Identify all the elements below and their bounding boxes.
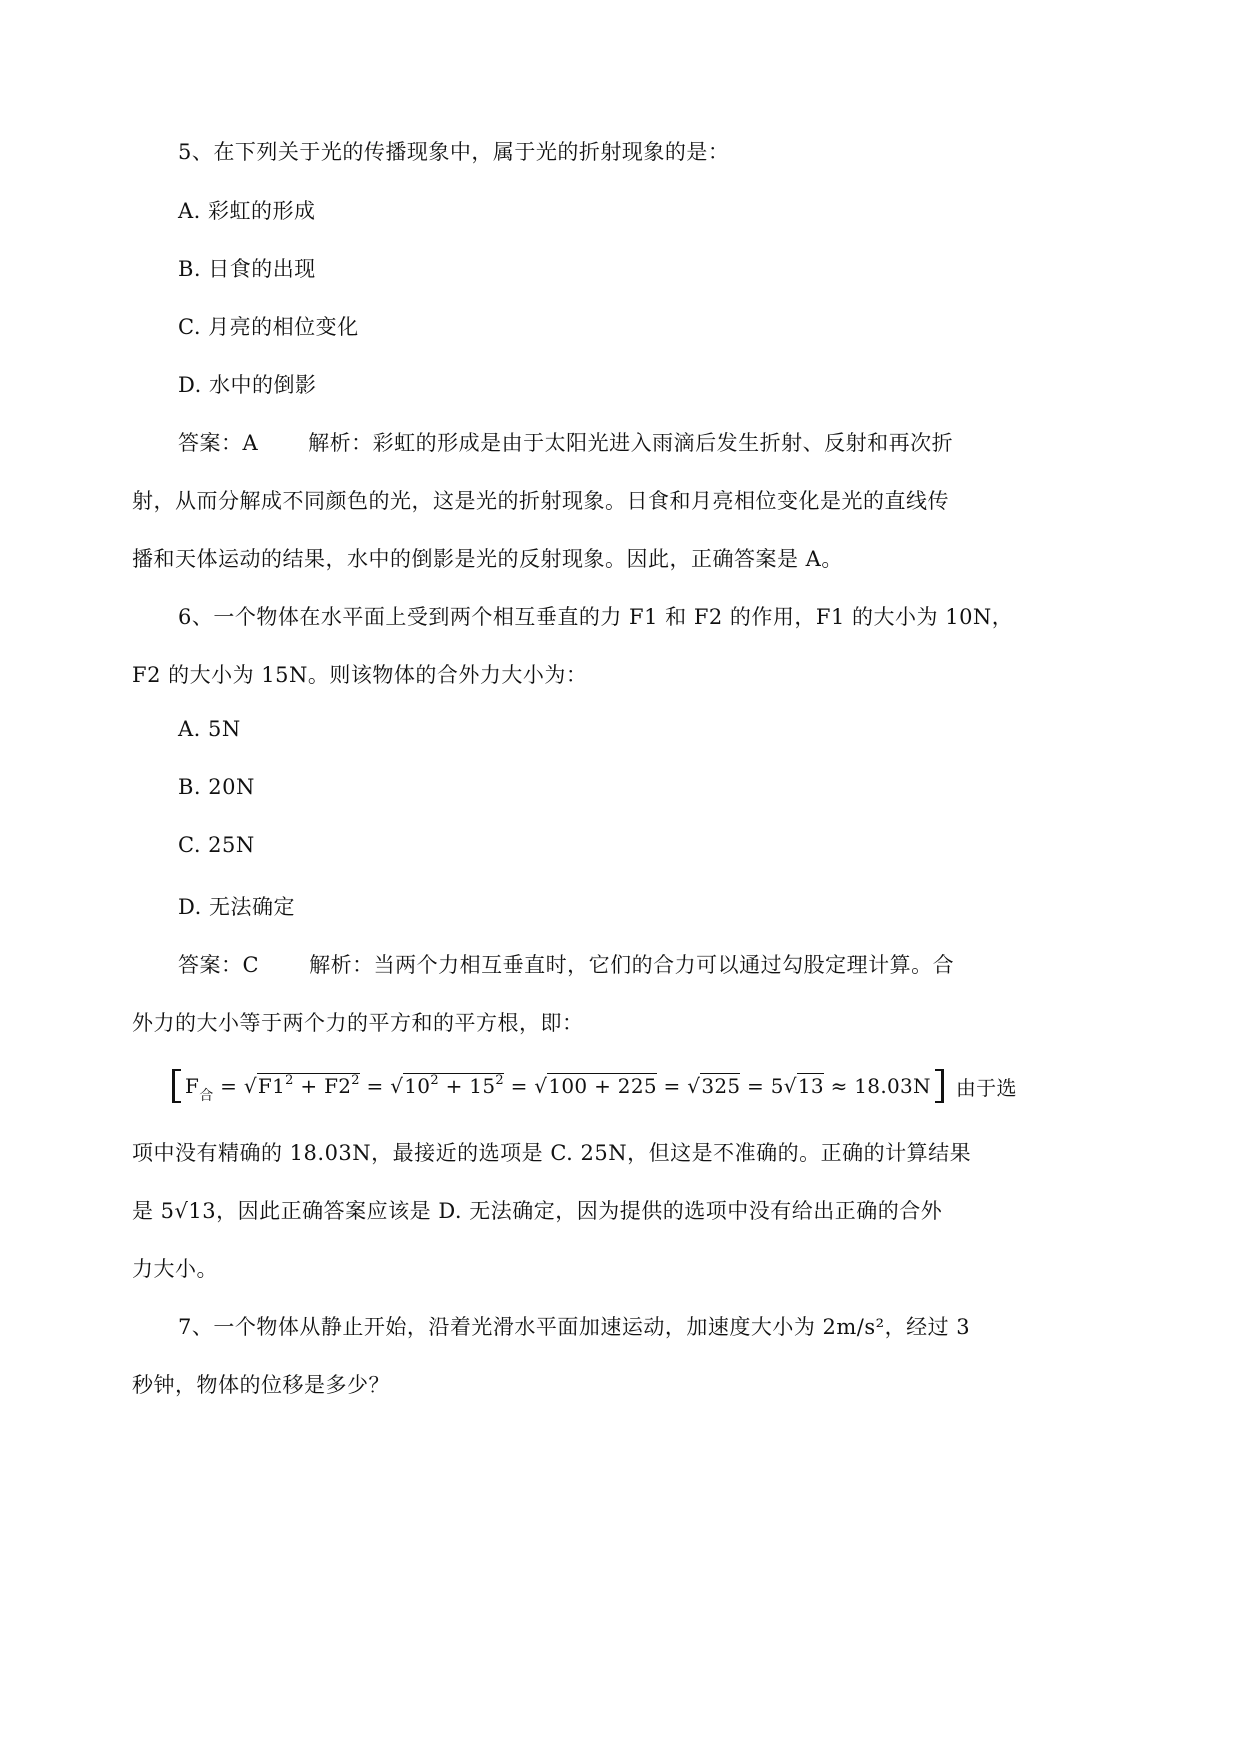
formula-plus2: + [438,1074,470,1098]
formula-r5: 13 [797,1074,824,1098]
q5-option-c: C. 月亮的相位变化 [178,315,359,339]
q6-stem-line-1: 6、一个物体在水平面上受到两个相互垂直的力 F1 和 F2 的作用，F1 的大小为 10N， [178,605,1014,629]
formula-eq4: = √ [656,1074,701,1098]
formula-t4: 15 [469,1074,496,1098]
q7-stem-line-1: 7、一个物体从静止开始，沿着光滑水平面加速运动，加速度大小为 2m/s²，经过 3 [178,1315,971,1339]
formula-t2: F2 [324,1074,352,1098]
formula-eq3: = √ [503,1074,548,1098]
formula-s2: 2 [351,1073,360,1088]
formula-t3: 10 [404,1074,431,1098]
q5-option-b: B. 日食的出现 [178,257,316,281]
q5-option-a: A. 彩虹的形成 [178,199,316,223]
formula-eq5: = 5√ [740,1074,797,1098]
q5-answer-label: 答案：A [178,431,259,455]
formula-sqrt-2 [403,1073,504,1098]
q6-option-d: D. 无法确定 [178,895,295,919]
formula-s3: 2 [430,1073,439,1088]
q5-option-d: D. 水中的倒影 [178,373,317,397]
formula-s1: 2 [285,1073,294,1088]
q6-option-a: A. 5N [178,717,241,741]
formula-f: F [185,1074,200,1098]
q5-analysis-line-2: 播和天体运动的结果，水中的倒影是光的反射现象。因此，正确答案是 A。 [132,547,843,571]
formula-sqrt-1 [257,1073,360,1098]
q6-formula [172,1069,1017,1103]
q6-continuation-line-1: 项中没有精确的 18.03N，最接近的选项是 C. 25N，但这是不准确的。正确的计算结果 [132,1141,972,1165]
formula-s4: 2 [495,1073,504,1088]
formula-f-sub: 合 [199,1088,214,1104]
formula-after-text: 由于选 [955,1075,1017,1100]
q7-stem-line-2: 秒钟，物体的位移是多少？ [132,1373,390,1397]
q5-stem: 5、在下列关于光的传播现象中，属于光的折射现象的是： [178,140,730,164]
formula-eq2: = √ [359,1074,404,1098]
q6-continuation-line-3: 力大小。 [132,1257,218,1281]
q6-continuation-line-2: 是 5√13，因此正确答案应该是 D. 无法确定，因为提供的选项中没有给出正确的合外 [132,1199,943,1223]
q6-option-b: B. 20N [178,775,255,799]
formula-t1: F1 [257,1074,286,1098]
formula-approx: ≈ 18.03N [823,1074,931,1098]
q6-answer-line [178,949,954,979]
q6-option-c: C. 25N [178,833,255,857]
q5-analysis-first: 解析：彩虹的形成是由于太阳光进入雨滴后发生折射、反射和再次折 [308,431,954,455]
formula-bracket [172,1069,944,1103]
q6-analysis-line-2: 外力的大小等于两个力的平方和的平方根，即： [132,1011,584,1035]
q6-analysis-first: 解析：当两个力相互垂直时，它们的合力可以通过勾股定理计算。合 [309,953,955,977]
formula-eq1: = √ [213,1074,257,1098]
q6-stem-line-2: F2 的大小为 15N。则该物体的合外力大小为： [132,663,588,687]
formula-plus1: + [293,1074,325,1098]
formula-r3: 100 + 225 [548,1074,657,1098]
q5-analysis-line-1: 射，从而分解成不同颜色的光，这是光的折射现象。日食和月亮相位变化是光的直线传 [132,489,949,513]
q5-answer-line [178,427,953,457]
formula-r4: 325 [701,1074,741,1098]
q6-answer-label: 答案：C [178,953,260,977]
